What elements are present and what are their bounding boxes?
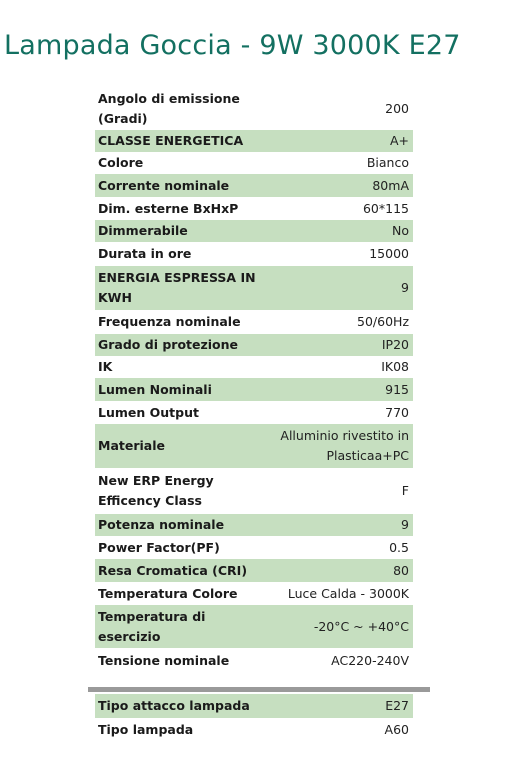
section-divider (88, 687, 430, 692)
spec-value: A60 (384, 722, 409, 737)
spec-value: 915 (385, 381, 409, 397)
spec-row-color (95, 152, 413, 174)
spec-row-material (95, 424, 413, 468)
spec-value: 15000 (369, 246, 409, 261)
spec-value: 9 (401, 280, 409, 295)
spec-row-lifetime (95, 242, 413, 266)
spec-value: 60*115 (362, 200, 409, 216)
spec-value: No (392, 223, 409, 238)
spec-label: Lumen Output (98, 404, 199, 420)
spec-row-power-factor (95, 536, 413, 559)
spec-label: Tensione nominale (98, 653, 230, 668)
spec-value: 80 (393, 562, 409, 578)
spec-label: IK (98, 359, 113, 374)
spec-row-emission-angle (95, 88, 413, 130)
spec-row-dimmable (95, 220, 413, 242)
spec-label: Temperatura di esercizio (98, 608, 206, 644)
spec-row-lumen-output (95, 401, 413, 424)
spec-value: Alluminio rivestito in Plasticaa+PC (280, 428, 409, 463)
spec-row-voltage (95, 648, 413, 674)
spec-label: Dimmerabile (98, 223, 188, 238)
page-title: Lampada Goccia - 9W 3000K E27 (4, 30, 461, 61)
spec-value: 9 (401, 517, 409, 532)
spec-label: Grado di protezione (98, 337, 239, 352)
spec-label: Potenza nominale (98, 517, 225, 532)
spec-value: AC220-240V (331, 653, 409, 668)
spec-label: Dim. esterne BxHxP (98, 200, 239, 216)
spec-row-operating-temperature (95, 605, 413, 648)
spec-label: Materiale (98, 438, 165, 453)
spec-row-cri (95, 559, 413, 582)
spec-label: New ERP Energy Efficency Class (98, 473, 214, 508)
spec-value: A+ (389, 133, 409, 148)
spec-label: CLASSE ENERGETICA (98, 133, 244, 148)
spec-value: 770 (385, 404, 409, 420)
spec-value: 0.5 (389, 539, 409, 555)
spec-label: Lumen Nominali (98, 381, 212, 397)
spec-row-frequency (95, 310, 413, 334)
spec-table (95, 88, 413, 674)
spec-row-protection (95, 334, 413, 356)
spec-row-lamp-socket (95, 694, 413, 718)
spec-row-ik (95, 356, 413, 378)
spec-row-lamp-type (95, 718, 413, 742)
spec-label: Temperatura Colore (98, 585, 238, 601)
spec-row-lumen-nominal (95, 378, 413, 401)
spec-value: IP20 (381, 337, 409, 352)
spec-label: Angolo di emissione (Gradi) (98, 91, 240, 126)
spec-row-color-temperature (95, 582, 413, 605)
spec-value: IK08 (381, 359, 409, 374)
spec-value: 200 (385, 101, 409, 116)
spec-label: ENERGIA ESPRESSA IN KWH (98, 270, 256, 305)
spec-value: 80mA (372, 177, 409, 193)
spec-value: F (401, 483, 409, 498)
spec-label: Corrente nominale (98, 177, 230, 193)
spec-label: Power Factor(PF) (98, 539, 220, 555)
spec-table-extra (95, 694, 413, 742)
spec-value: 50/60Hz (357, 314, 409, 329)
spec-value: Luce Calda - 3000K (287, 585, 409, 601)
spec-label: Colore (98, 155, 144, 170)
spec-value: E27 (385, 698, 409, 713)
spec-row-rated-current (95, 174, 413, 197)
spec-row-dimensions (95, 197, 413, 220)
spec-row-power (95, 514, 413, 536)
spec-row-energy-class (95, 130, 413, 152)
spec-label: Resa Cromatica (CRI) (98, 562, 248, 578)
spec-value: Bianco (366, 155, 409, 170)
spec-row-energy-kwh (95, 266, 413, 310)
spec-label: Durata in ore (98, 246, 192, 261)
spec-label: Tipo lampada (98, 722, 194, 737)
spec-label: Frequenza nominale (98, 314, 241, 329)
spec-row-erp-class (95, 468, 413, 514)
spec-label: Tipo attacco lampada (98, 698, 250, 713)
spec-value: -20°C ~ +40°C (313, 618, 409, 634)
